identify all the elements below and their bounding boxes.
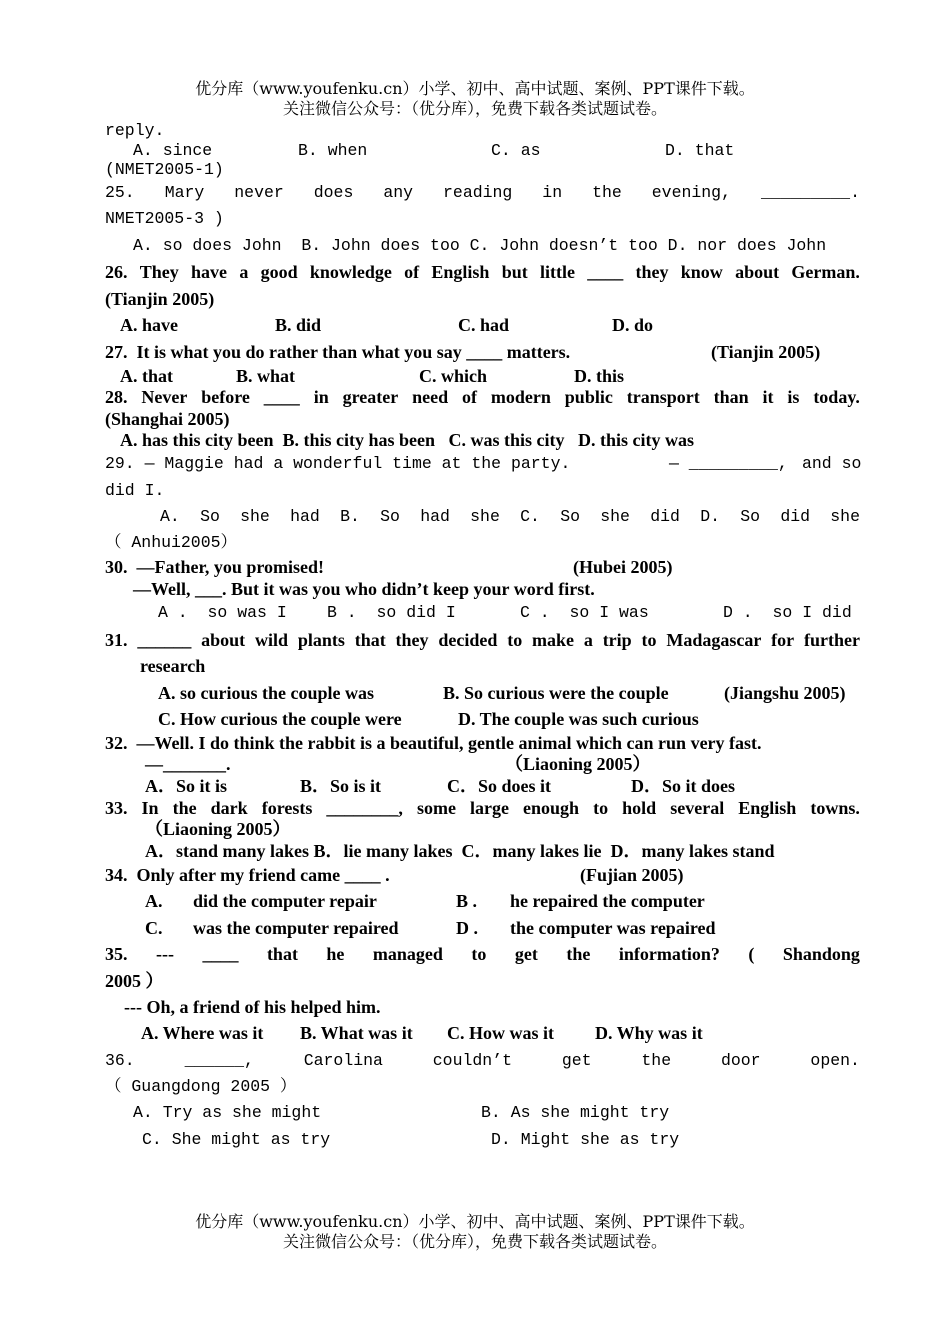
q29-options bbox=[160, 506, 860, 528]
q31-word: to bbox=[641, 630, 657, 650]
q31-word: wild bbox=[255, 630, 289, 650]
q35-word: ( bbox=[748, 944, 755, 964]
q26-word: have bbox=[191, 262, 228, 282]
q25-source: NMET2005-3 ) bbox=[105, 209, 224, 228]
q36-stem bbox=[105, 1050, 860, 1072]
q32-reply: —_______. bbox=[145, 754, 231, 774]
q36-word: Carolina bbox=[303, 1051, 383, 1070]
q29-option-token: did bbox=[780, 507, 811, 526]
q33-source: （Liaoning 2005） bbox=[145, 819, 291, 839]
q34-option-a-label: A. bbox=[145, 891, 163, 911]
q25-options: A. so does John B. John does too C. John doesn’t too D. nor does John bbox=[133, 236, 827, 255]
q26-word: they bbox=[635, 262, 669, 282]
q31-source: (Jiangshu 2005) bbox=[724, 683, 846, 703]
q34-option-b-label: B . bbox=[456, 891, 478, 911]
q25-stem bbox=[105, 182, 860, 204]
q27-option-c: C. which bbox=[419, 366, 488, 386]
q31-word: Madagascar bbox=[666, 630, 762, 650]
q30-option-c: C . so I was bbox=[520, 603, 649, 622]
q36-word: the bbox=[641, 1051, 672, 1070]
q36-word: door bbox=[720, 1051, 761, 1070]
q25-number: 25. bbox=[105, 183, 135, 202]
q31-word: trip bbox=[602, 630, 632, 650]
q33-word: hold bbox=[622, 798, 657, 818]
q28-word: in bbox=[313, 387, 329, 407]
q31-option-c: C. How curious the couple were bbox=[158, 709, 402, 729]
q29-continuation: did I. bbox=[105, 481, 165, 500]
q29-stem: 29. — Maggie had a wonderful time at the party. bbox=[105, 454, 571, 473]
q26-word: little bbox=[540, 262, 575, 282]
q31-word: plants bbox=[297, 630, 345, 650]
q28-word: Never bbox=[141, 387, 188, 407]
q35-source: 2005 ） bbox=[105, 971, 164, 991]
q35-stem bbox=[105, 943, 860, 965]
q29-option-token: So bbox=[200, 507, 220, 526]
q28-stem bbox=[105, 386, 860, 408]
q29-option-token: D. bbox=[700, 507, 720, 526]
q26-stem bbox=[105, 261, 860, 283]
footer-line-2: 关注微信公众号：（优分库），免费下载各类试题试卷。 bbox=[282, 1232, 667, 1251]
q33-word: large bbox=[470, 798, 509, 818]
q27-source: (Tianjin 2005) bbox=[711, 342, 821, 362]
q30-option-a: A . so was I bbox=[158, 603, 287, 622]
q28-source: (Shanghai 2005) bbox=[105, 409, 230, 429]
q35-word: managed bbox=[372, 944, 443, 964]
q31-word: about bbox=[201, 630, 246, 650]
q29-option-token: she bbox=[470, 507, 500, 526]
q29-option-token: So bbox=[740, 507, 761, 526]
q34-option-d-label: D . bbox=[456, 918, 478, 938]
q29-reply: — _________, bbox=[669, 454, 788, 473]
q36-number: 36. bbox=[105, 1051, 135, 1070]
q31-word: make bbox=[532, 630, 575, 650]
q26-source: (Tianjin 2005) bbox=[105, 289, 215, 309]
q29-option-token: she bbox=[600, 507, 630, 526]
q29-option-token: had bbox=[290, 507, 320, 526]
q35-word: to bbox=[471, 944, 487, 964]
q29-source: （ Anhui2005） bbox=[105, 533, 238, 552]
q32-stem: 32. —Well. I do think the rabbit is a beautiful, gentle animal which can run very fast. bbox=[105, 733, 762, 753]
q35-word: that bbox=[266, 944, 298, 964]
q31-option-d: D. The couple was such curious bbox=[458, 709, 699, 729]
q28-number: 28. bbox=[105, 387, 128, 407]
q28-word: is bbox=[787, 387, 800, 407]
q33-number: 33. bbox=[105, 798, 128, 818]
q30-reply: —Well, ___. But it was you who didn’t keep your word first. bbox=[133, 579, 595, 599]
q25-word: in bbox=[542, 183, 563, 202]
q32-option-d: D．So it does bbox=[631, 776, 736, 796]
q31-option-a: A. so curious the couple was bbox=[158, 683, 375, 703]
q24-option-a: A. since bbox=[133, 141, 213, 160]
q28-blank: ____ bbox=[263, 387, 300, 407]
q36-word: open. bbox=[810, 1051, 860, 1070]
q34-option-c: was the computer repaired bbox=[193, 918, 399, 938]
q27-option-d: D. this bbox=[574, 366, 625, 386]
q26-number: 26. bbox=[105, 262, 128, 282]
q32-option-a: A．So it is bbox=[145, 776, 228, 796]
q26-word: about bbox=[735, 262, 780, 282]
q33-word: dark bbox=[210, 798, 248, 818]
q34-option-a: did the computer repair bbox=[193, 891, 377, 911]
q26-option-d: D. do bbox=[612, 315, 654, 335]
q26-word: a bbox=[239, 262, 249, 282]
footer-line-1: 优分库（www.youfenku.cn）小学、初中、高中试题、案例、PPT课件下载。 bbox=[195, 1212, 755, 1231]
q25-word: does bbox=[313, 183, 354, 202]
q26-option-a: A. have bbox=[120, 315, 178, 335]
q29-option-token: she bbox=[830, 507, 860, 526]
q28-word: transport bbox=[626, 387, 700, 407]
q24-option-d: D. that bbox=[665, 141, 735, 160]
q27-option-a: A. that bbox=[120, 366, 173, 386]
q31-word: a bbox=[583, 630, 593, 650]
q35-reply: --- Oh, a friend of his helped him. bbox=[124, 997, 381, 1017]
q35-word: information? bbox=[618, 944, 720, 964]
q35-blank: ____ bbox=[202, 944, 239, 964]
q33-word: enough bbox=[523, 798, 580, 818]
q26-word: of bbox=[404, 262, 420, 282]
q31-word: for bbox=[771, 630, 795, 650]
q35-dash: --- bbox=[155, 944, 174, 964]
q36-source: （ Guangdong 2005 ） bbox=[105, 1077, 297, 1096]
q24-option-b: B. when bbox=[298, 141, 368, 160]
q32-source: （Liaoning 2005） bbox=[505, 754, 651, 774]
q31-word: to bbox=[507, 630, 523, 650]
q29-option-token: had bbox=[420, 507, 450, 526]
q33-word: English bbox=[738, 798, 797, 818]
q33-stem bbox=[105, 797, 860, 819]
q29-option-token: So bbox=[380, 507, 400, 526]
q28-word: modern bbox=[490, 387, 551, 407]
q33-word: several bbox=[670, 798, 725, 818]
q26-word: good bbox=[260, 262, 298, 282]
q28-word: than bbox=[713, 387, 749, 407]
q33-word: to bbox=[593, 798, 609, 818]
q30-stem: 30. —Father, you promised! bbox=[105, 557, 325, 577]
q34-option-c-label: C. bbox=[145, 918, 163, 938]
q25-blank: _________. bbox=[760, 183, 860, 202]
q26-word: English bbox=[431, 262, 490, 282]
q29-option-token: C. bbox=[520, 507, 540, 526]
q31-stem bbox=[105, 629, 860, 651]
q33-word: the bbox=[172, 798, 197, 818]
q33-blank: ________, bbox=[326, 798, 403, 818]
q29-option-token: A. bbox=[160, 507, 180, 526]
q26-blank: ____ bbox=[587, 262, 624, 282]
q26-option-b: B. did bbox=[275, 315, 322, 335]
q31-word: decided bbox=[438, 630, 498, 650]
q25-word: any bbox=[383, 183, 414, 202]
q35-option-d: D. Why was it bbox=[595, 1023, 703, 1043]
q33-word: In bbox=[141, 798, 159, 818]
q28-word: greater bbox=[342, 387, 399, 407]
q35-word: Shandong bbox=[782, 944, 860, 964]
q26-word: knowledge bbox=[309, 262, 392, 282]
q27-stem: 27. It is what you do rather than what you say ____ matters. bbox=[105, 342, 571, 362]
header-line-2: 关注微信公众号：（优分库），免费下载各类试题试卷。 bbox=[282, 99, 667, 118]
q36-option-b: B. As she might try bbox=[481, 1103, 670, 1122]
q26-word: They bbox=[139, 262, 179, 282]
q29-and-so: and so bbox=[802, 454, 862, 473]
q28-options: A. has this city been B. this city has been C. was this city D. this city was bbox=[120, 430, 695, 450]
q25-word: the bbox=[592, 183, 622, 202]
q24-source: (NMET2005-1) bbox=[105, 160, 224, 179]
q32-option-b: B．So is it bbox=[300, 776, 382, 796]
q26-option-c: C. had bbox=[458, 315, 510, 335]
q35-option-a: A. Where was it bbox=[141, 1023, 264, 1043]
q31-word: that bbox=[354, 630, 386, 650]
q35-word: the bbox=[566, 944, 591, 964]
q34-source: (Fujian 2005) bbox=[580, 865, 684, 885]
q35-word: he bbox=[326, 944, 345, 964]
q31-option-b: B. So curious were the couple bbox=[443, 683, 669, 703]
q34-option-d: the computer was repaired bbox=[510, 918, 716, 938]
q31-number: 31. bbox=[105, 630, 128, 650]
q28-word: today. bbox=[813, 387, 860, 407]
q32-option-c: C．So does it bbox=[447, 776, 552, 796]
q31-word: they bbox=[395, 630, 429, 650]
q24-continuation: reply. bbox=[105, 121, 165, 140]
q33-options: A．stand many lakes B．lie many lakes C．many lakes lie D．many lakes stand bbox=[145, 841, 775, 861]
q31-continuation: research bbox=[140, 656, 206, 676]
q29-option-token: So bbox=[560, 507, 580, 526]
q35-number: 35. bbox=[105, 944, 128, 964]
q34-stem: 34. Only after my friend came ____ . bbox=[105, 865, 390, 885]
q30-option-b: B . so did I bbox=[327, 603, 456, 622]
q28-word: public bbox=[564, 387, 613, 407]
q26-word: German. bbox=[791, 262, 860, 282]
q36-option-a: A. Try as she might bbox=[133, 1103, 322, 1122]
q35-option-c: C. How was it bbox=[447, 1023, 554, 1043]
q24-option-c: C. as bbox=[491, 141, 541, 160]
q36-word: couldn’t bbox=[432, 1051, 512, 1070]
q29-option-token: did bbox=[650, 507, 680, 526]
q27-option-b: B. what bbox=[236, 366, 296, 386]
q25-word: reading bbox=[443, 183, 513, 202]
q31-blank: ______ bbox=[137, 630, 192, 650]
q35-word: get bbox=[514, 944, 538, 964]
q29-option-token: B. bbox=[340, 507, 360, 526]
q36-option-d: D. Might she as try bbox=[491, 1130, 680, 1149]
q25-word: Mary bbox=[164, 183, 205, 202]
q25-word: never bbox=[234, 183, 284, 202]
q29-option-token: she bbox=[240, 507, 270, 526]
q36-option-c: C. She might as try bbox=[142, 1130, 331, 1149]
header-line-1: 优分库（www.youfenku.cn）小学、初中、高中试题、案例、PPT课件下载。 bbox=[195, 79, 755, 98]
q34-option-b: he repaired the computer bbox=[510, 891, 705, 911]
q28-word: it bbox=[762, 387, 774, 407]
q33-word: some bbox=[416, 798, 456, 818]
q33-word: towns. bbox=[810, 798, 860, 818]
q35-option-b: B. What was it bbox=[300, 1023, 413, 1043]
q31-word: further bbox=[803, 630, 860, 650]
q28-word: before bbox=[201, 387, 250, 407]
q28-word: of bbox=[462, 387, 478, 407]
q25-word: evening, bbox=[651, 183, 731, 202]
q36-blank: ______, bbox=[184, 1051, 254, 1070]
q30-source: (Hubei 2005) bbox=[573, 557, 673, 577]
q28-word: need bbox=[412, 387, 449, 407]
q26-word: know bbox=[680, 262, 723, 282]
q26-word: but bbox=[501, 262, 528, 282]
q33-word: forests bbox=[261, 798, 313, 818]
q30-option-d: D . so I did bbox=[723, 603, 852, 622]
q36-word: get bbox=[561, 1051, 592, 1070]
